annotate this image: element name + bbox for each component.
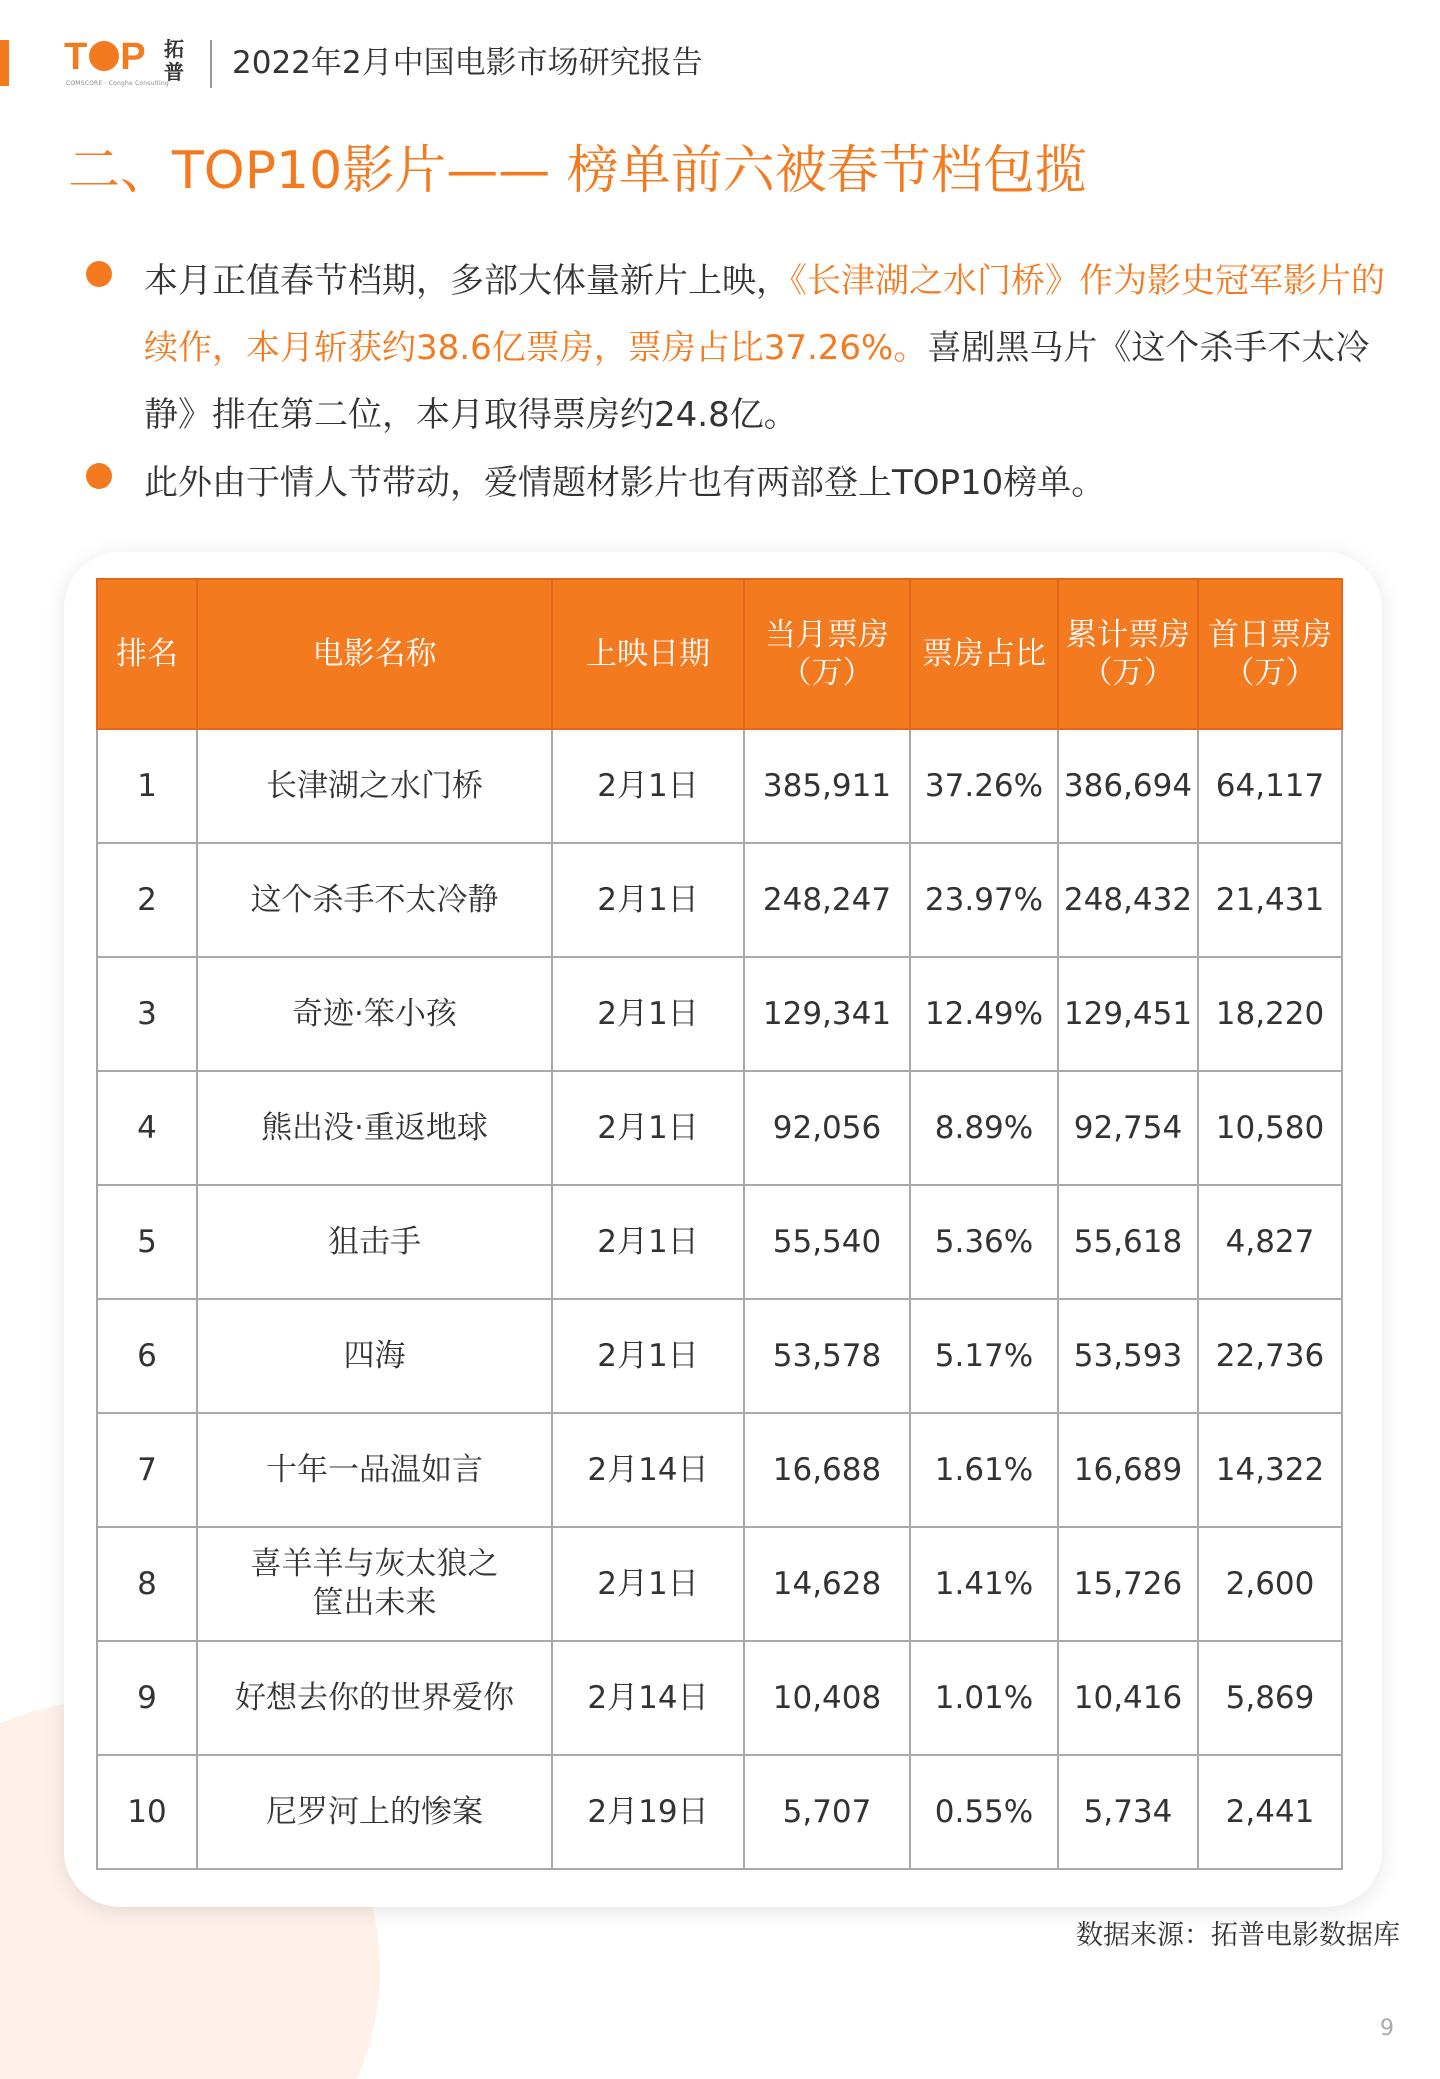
movie-name-line: 喜羊羊与灰太狼之 <box>250 1546 499 1582</box>
column-header <box>552 579 744 729</box>
first-day-box-office-cell: 2,441 <box>1198 1755 1342 1869</box>
release-date-cell: 2月14日 <box>552 1641 744 1755</box>
column-header-label: 票房占比 <box>922 636 1046 672</box>
column-header <box>910 579 1058 729</box>
box-office-share-cell: 8.89% <box>910 1071 1058 1185</box>
box-office-share-cell: 23.97% <box>910 843 1058 957</box>
bullet-item <box>86 248 1396 449</box>
table-row <box>97 1185 1342 1299</box>
release-date-cell: 2月1日 <box>552 1071 744 1185</box>
table-row <box>97 1527 1342 1641</box>
first-day-box-office-cell: 21,431 <box>1198 843 1342 957</box>
column-header-unit: （万） <box>1223 655 1317 691</box>
total-box-office-cell: 386,694 <box>1058 729 1198 843</box>
logo-chinese <box>164 38 188 84</box>
release-date-cell: 2月14日 <box>552 1413 744 1527</box>
monthly-box-office-cell: 55,540 <box>744 1185 910 1299</box>
movie-name-line: 十年一品温如言 <box>266 1451 483 1488</box>
movie-name-line: 奇迹·笨小孩 <box>292 995 457 1032</box>
bullet-item <box>86 450 1396 517</box>
monthly-box-office-cell: 10,408 <box>744 1641 910 1755</box>
total-box-office-cell: 10,416 <box>1058 1641 1198 1755</box>
column-header <box>1198 579 1342 729</box>
monthly-box-office-cell: 53,578 <box>744 1299 910 1413</box>
movie-name-line: 熊出没·重返地球 <box>261 1109 488 1146</box>
movie-name-line: 尼罗河上的惨案 <box>266 1793 483 1830</box>
box-office-share-cell: 0.55% <box>910 1755 1058 1869</box>
column-header-unit: （万） <box>1081 655 1175 691</box>
total-box-office-cell: 5,734 <box>1058 1755 1198 1869</box>
bullet-dot-icon <box>86 261 112 287</box>
monthly-box-office-cell: 5,707 <box>744 1755 910 1869</box>
table-body <box>97 729 1342 1869</box>
rank-cell: 4 <box>97 1071 197 1185</box>
column-header-label: 首日票房 <box>1208 617 1332 653</box>
box-office-share-cell: 1.01% <box>910 1641 1058 1755</box>
movie-name-cell <box>197 1641 552 1755</box>
bullet-text-highlight: 《长津湖之水门桥》作为影史冠军影片的续作，本月斩获约38.6亿票房，票房占比37.26%。 <box>144 261 1385 368</box>
rank-cell: 3 <box>97 957 197 1071</box>
movie-name-cell <box>197 729 552 843</box>
top10-table <box>96 578 1343 1870</box>
bullet-dot-icon <box>86 463 112 489</box>
column-header-label: 电影名称 <box>312 636 437 672</box>
movie-name-line: 长津湖之水门桥 <box>266 767 483 804</box>
movie-name-cell <box>197 957 552 1071</box>
box-office-share-cell: 5.36% <box>910 1185 1058 1299</box>
logo-o-mark <box>89 41 119 71</box>
logo-wordmark: T P <box>64 36 147 78</box>
release-date-cell: 2月19日 <box>552 1755 744 1869</box>
total-box-office-cell: 16,689 <box>1058 1413 1198 1527</box>
bullet-text-plain: 本月正值春节档期，多部大体量新片上映， <box>144 261 790 301</box>
table-row <box>97 957 1342 1071</box>
box-office-share-cell: 37.26% <box>910 729 1058 843</box>
column-header <box>197 579 552 729</box>
column-header-label: 当月票房 <box>765 617 889 653</box>
logo-subtext: COMSCORE · Conghe Consulting <box>66 80 169 87</box>
rank-cell: 2 <box>97 843 197 957</box>
movie-name-cell <box>197 1299 552 1413</box>
table-header-row <box>97 579 1342 729</box>
logo-cn-top: 拓 <box>164 37 184 61</box>
rank-cell: 10 <box>97 1755 197 1869</box>
movie-name-cell <box>197 1755 552 1869</box>
rank-cell: 7 <box>97 1413 197 1527</box>
movie-name-line: 好想去你的世界爱你 <box>235 1679 514 1716</box>
company-logo <box>64 36 194 88</box>
first-day-box-office-cell: 4,827 <box>1198 1185 1342 1299</box>
first-day-box-office-cell: 14,322 <box>1198 1413 1342 1527</box>
bullet-text-plain: 喜剧黑马片《这个杀手不太冷静》排在第二位，本月取得票房约24.8亿。 <box>144 328 1370 435</box>
release-date-cell: 2月1日 <box>552 1185 744 1299</box>
rank-cell: 9 <box>97 1641 197 1755</box>
box-office-share-cell: 12.49% <box>910 957 1058 1071</box>
column-header <box>1058 579 1198 729</box>
monthly-box-office-cell: 14,628 <box>744 1527 910 1641</box>
release-date-cell: 2月1日 <box>552 957 744 1071</box>
column-header-unit: （万） <box>780 655 874 691</box>
total-box-office-cell: 53,593 <box>1058 1299 1198 1413</box>
table-row <box>97 1641 1342 1755</box>
table-row <box>97 1413 1342 1527</box>
header-divider <box>210 40 212 88</box>
total-box-office-cell: 248,432 <box>1058 843 1198 957</box>
column-header-label: 累计票房 <box>1066 617 1190 653</box>
movie-name-line: 四海 <box>343 1337 406 1374</box>
bullet-text <box>144 248 1396 449</box>
table-row <box>97 729 1342 843</box>
total-box-office-cell: 92,754 <box>1058 1071 1198 1185</box>
section-title: 二、TOP10影片—— 榜单前六被春节档包揽 <box>68 141 1087 201</box>
table-row <box>97 1299 1342 1413</box>
report-title: 2022年2月中国电影市场研究报告 <box>232 45 703 81</box>
rank-cell: 1 <box>97 729 197 843</box>
box-office-share-cell: 1.61% <box>910 1413 1058 1527</box>
rank-cell: 6 <box>97 1299 197 1413</box>
side-accent-bar <box>0 40 9 86</box>
first-day-box-office-cell: 2,600 <box>1198 1527 1342 1641</box>
data-source-note: 数据来源：拓普电影数据库 <box>1076 1920 1400 1951</box>
monthly-box-office-cell: 16,688 <box>744 1413 910 1527</box>
monthly-box-office-cell: 385,911 <box>744 729 910 843</box>
first-day-box-office-cell: 5,869 <box>1198 1641 1342 1755</box>
movie-name-line: 狙击手 <box>328 1223 421 1260</box>
movie-name-line: 这个杀手不太冷静 <box>250 881 499 918</box>
column-header-label: 排名 <box>116 636 178 672</box>
box-office-share-cell: 1.41% <box>910 1527 1058 1641</box>
movie-name-cell <box>197 1071 552 1185</box>
total-box-office-cell: 129,451 <box>1058 957 1198 1071</box>
column-header-label: 上映日期 <box>586 636 710 672</box>
total-box-office-cell: 15,726 <box>1058 1527 1198 1641</box>
release-date-cell: 2月1日 <box>552 1299 744 1413</box>
table-row <box>97 1071 1342 1185</box>
logo-cn-bottom: 普 <box>164 60 184 84</box>
release-date-cell: 2月1日 <box>552 729 744 843</box>
monthly-box-office-cell: 92,056 <box>744 1071 910 1185</box>
first-day-box-office-cell: 18,220 <box>1198 957 1342 1071</box>
table-row <box>97 843 1342 957</box>
monthly-box-office-cell: 248,247 <box>744 843 910 957</box>
first-day-box-office-cell: 22,736 <box>1198 1299 1342 1413</box>
column-header <box>97 579 197 729</box>
movie-name-cell <box>197 1185 552 1299</box>
table-row <box>97 1755 1342 1869</box>
movie-name-cell <box>197 843 552 957</box>
movie-name-line: 筐出未来 <box>312 1585 437 1621</box>
monthly-box-office-cell: 129,341 <box>744 957 910 1071</box>
column-header <box>744 579 910 729</box>
release-date-cell: 2月1日 <box>552 843 744 957</box>
release-date-cell: 2月1日 <box>552 1527 744 1641</box>
first-day-box-office-cell: 10,580 <box>1198 1071 1342 1185</box>
total-box-office-cell: 55,618 <box>1058 1185 1198 1299</box>
movie-name-cell <box>197 1527 552 1641</box>
bullet-text: 此外由于情人节带动，爱情题材影片也有两部登上TOP10榜单。 <box>144 463 1106 503</box>
movie-name-cell <box>197 1413 552 1527</box>
rank-cell: 5 <box>97 1185 197 1299</box>
first-day-box-office-cell: 64,117 <box>1198 729 1342 843</box>
page-number: 9 <box>1380 2016 1394 2041</box>
rank-cell: 8 <box>97 1527 197 1641</box>
box-office-share-cell: 5.17% <box>910 1299 1058 1413</box>
